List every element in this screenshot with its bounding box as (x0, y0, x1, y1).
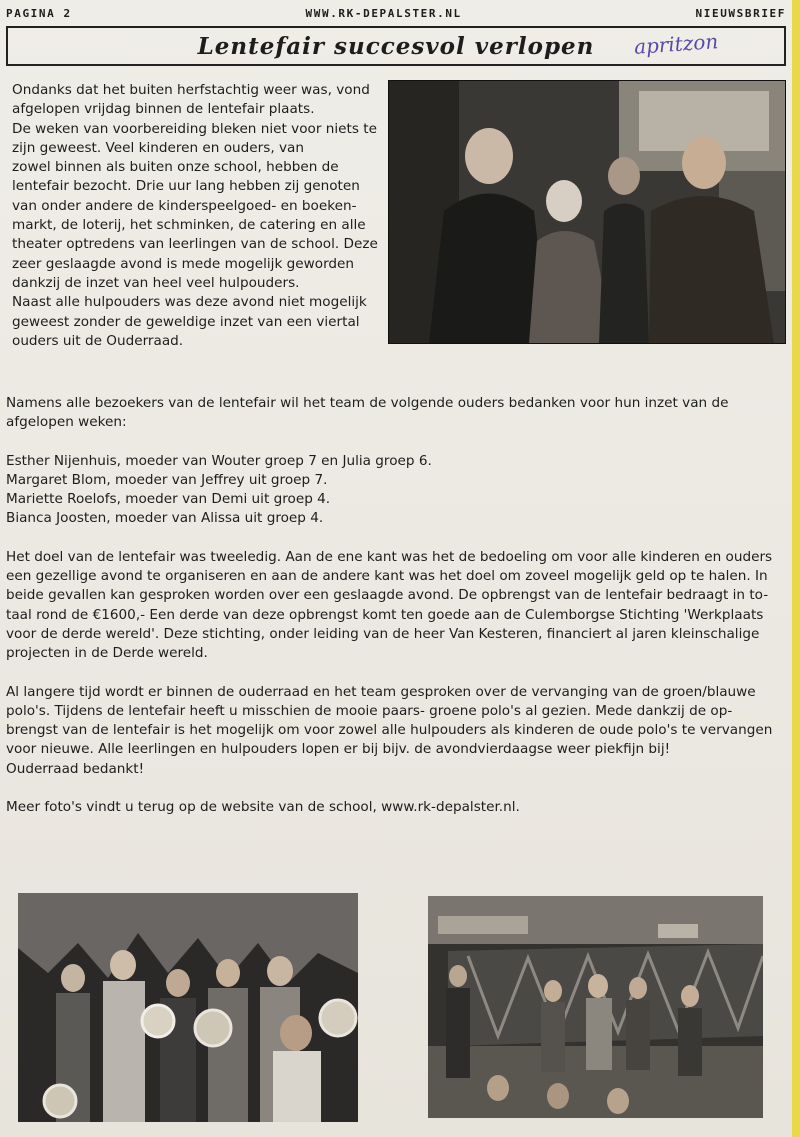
parent-item: Bianca Joosten, moeder van Alissa uit groep 4. (6, 510, 324, 527)
parent-item: Margaret Blom, moeder van Jeffrey uit groep 7. (6, 471, 328, 488)
page-header (6, 4, 786, 22)
goal-line: Het doel van de lentefair was tweeledig. Aan de ene kant was het de bedoeling om voor alle kinderen en ouders (6, 548, 773, 565)
goal-line: een gezellige avond te organiseren en aan de andere kant was het doel om zoveel mogelijk geld op te halen. In (6, 568, 768, 585)
intro-line: zowel binnen als buiten onze school, hebben de (12, 159, 339, 176)
goal-line: beide gevallen kan gesproken worden over een geslaagde avond. De opbrengst van de lentefair bedraagt in to- (6, 587, 769, 604)
spacer (6, 529, 786, 548)
polo-line: brengst van de lentefair is het mogelijk om voor zowel alle hulpouders als kinderen de oude polo's te vervangen (6, 722, 773, 739)
spacer (6, 779, 786, 798)
spacer (6, 664, 786, 683)
thanks-intro-line: afgelopen weken: (6, 414, 127, 431)
intro-line: zeer geslaagde avond is mede mogelijk geworden (12, 255, 355, 272)
intro-paragraph (12, 81, 382, 351)
handwritten-note: apritzon (633, 29, 719, 59)
website-header: WWW.RK-DEPALSTER.NL (305, 6, 462, 20)
intro-line: markt, de loterij, het schminken, de catering en alle (12, 217, 366, 234)
photo-stage-performance (428, 896, 763, 1118)
intro-line: Ondanks dat het buiten herfstachtig weer was, vond (12, 82, 370, 98)
spacer (6, 433, 786, 452)
polo-line: polo's. Tijdens de lentefair heeft u misschien de mooie paars- groene polo's al gezien. Mede dankzij de op- (6, 702, 733, 719)
intro-line: Naast alle hulpouders was deze avond niet mogelijk (12, 294, 367, 311)
intro-line: zijn geweest. Veel kinderen en ouders, van (12, 139, 304, 156)
goal-line: projecten in de Derde wereld. (6, 645, 208, 662)
thanks-intro-line: Namens alle bezoekers van de lentefair wil het team de volgende ouders bedanken voor hun inzet van de (6, 395, 729, 411)
goal-line: voor de derde wereld'. Deze stichting, onder leiding van de heer Van Kesteren, financiert al jaren kleinschalige (6, 625, 760, 642)
parent-item: Esther Nijenhuis, moeder van Wouter groep 7 en Julia groep 6. (6, 452, 432, 469)
parent-item: Mariette Roelofs, moeder van Demi uit groep 4. (6, 491, 331, 508)
intro-line: dankzij de inzet van heel veel hulpouders. (12, 274, 300, 291)
article-title: Lentefair succesvol verlopen (197, 32, 595, 60)
website-line: Meer foto's vindt u terug op de website van de school, www.rk-depalster.nl. (6, 799, 520, 816)
newsletter-label: NIEUWSBRIEF (695, 6, 786, 20)
polo-line: voor nieuwe. Alle leerlingen en hulpouders lopen er bij bijv. de avondvierdaagse weer piekfijn bij! (6, 741, 671, 758)
yellow-paper-edge (792, 0, 800, 1137)
photo-children-performing (18, 893, 358, 1122)
goal-line: taal rond de €1600,- Een derde van deze opbrengst komt ten goede aan de Culemborgse Stichting 'Werkplaats (6, 606, 764, 623)
page-label: PAGINA 2 (6, 6, 72, 20)
polo-line: Al langere tijd wordt er binnen de ouderraad en het team gesproken over de vervanging van de groen/blauwe (6, 683, 756, 700)
intro-line: afgelopen vrijdag binnen de lentefair plaats. (12, 101, 315, 118)
body-text (6, 394, 786, 817)
polo-line: Ouderraad bedankt! (6, 760, 145, 777)
intro-line: De weken van voorbereiding bleken niet voor niets te (12, 120, 377, 137)
intro-line: geweest zonder de geweldige inzet van een viertal (12, 313, 360, 330)
intro-line: lentefair bezocht. Drie uur lang hebben zij genoten (12, 178, 360, 195)
intro-line: theater optredens van leerlingen van de school. Deze (12, 236, 378, 253)
intro-line: van onder andere de kinderspeelgoed- en boeken- (12, 197, 357, 214)
photo-adults-talking (388, 80, 786, 344)
intro-line: ouders uit de Ouderraad. (12, 332, 184, 349)
